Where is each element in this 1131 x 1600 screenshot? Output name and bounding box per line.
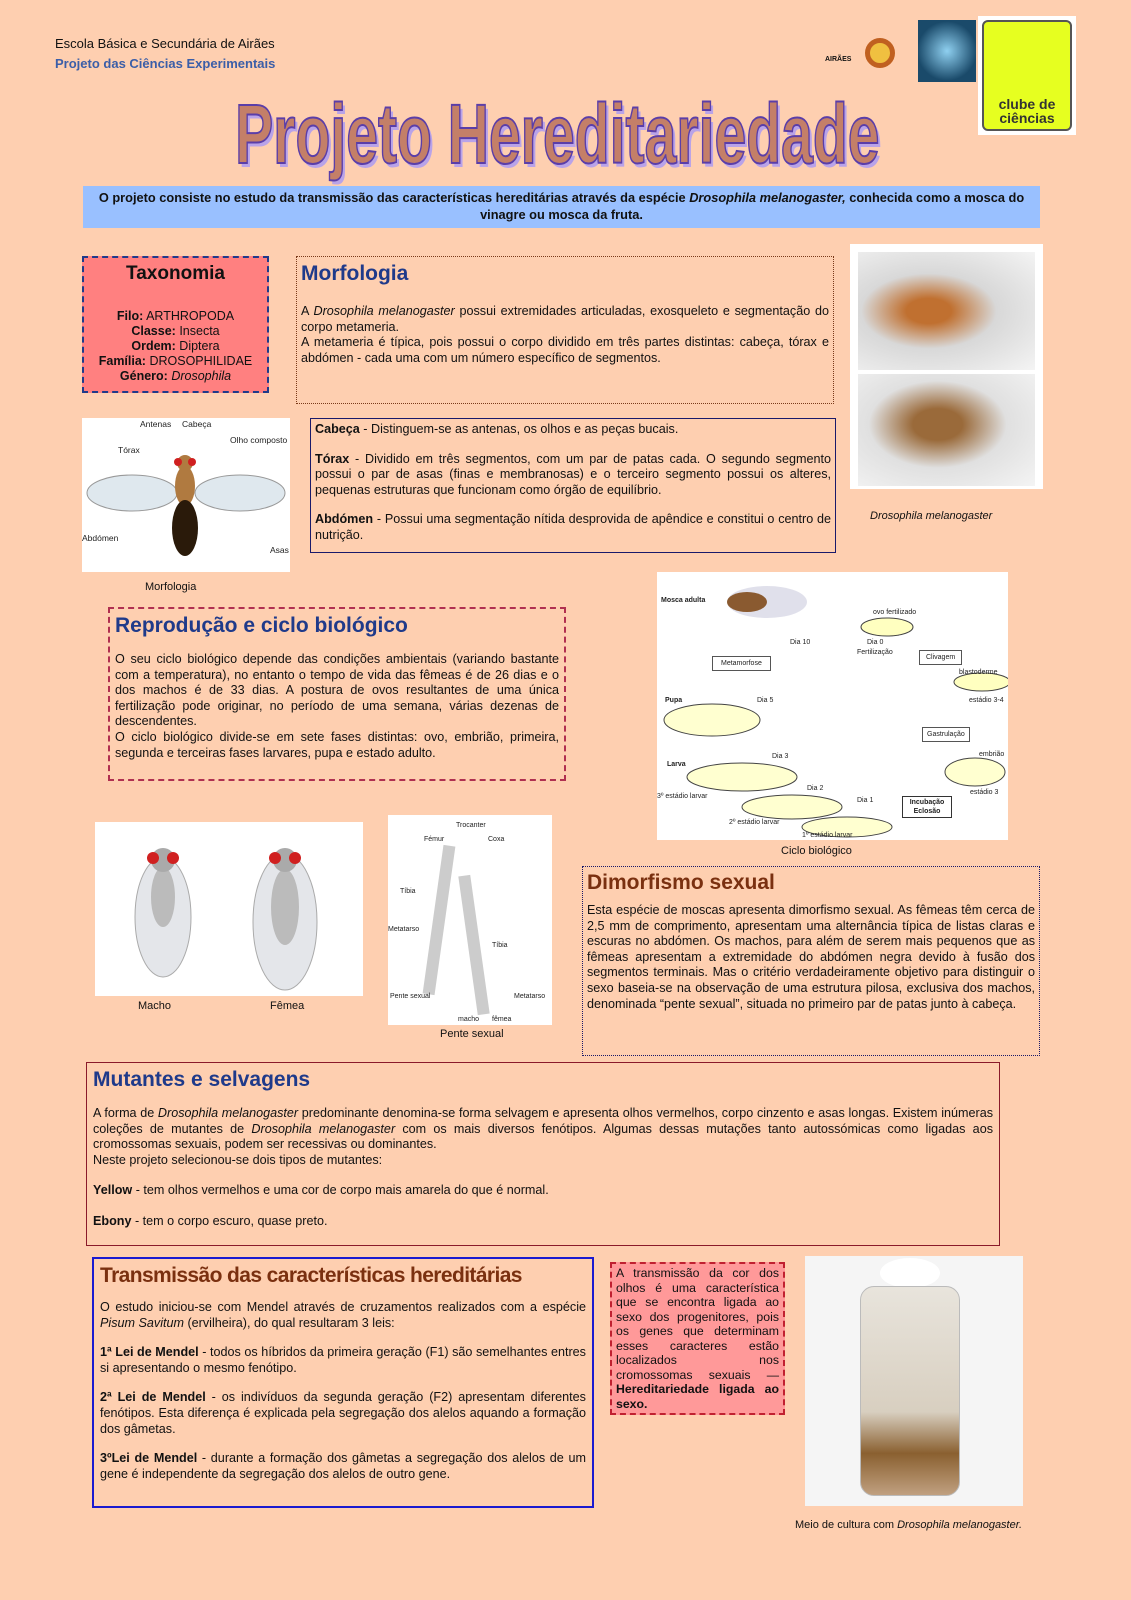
male-female-image: [95, 822, 363, 996]
fly-photo-side: [850, 244, 1043, 489]
school-name: Escola Básica e Secundária de Airães: [55, 36, 275, 51]
dimorfismo-title: Dimorfismo sexual: [587, 871, 775, 894]
body-parts-box: Cabeça - Distinguem-se as antenas, os olhos e as peças bucais. Tórax - Dividido em três segmentos, com um par de patas cada. O segundo segmento possui o par de asas (finas e membranosas) e o terceiro segmento possui os alteres, pequenas estruturas que funcionam como órgão de equilíbrio. Abdómen - Possui uma segmentação nítida desprovida de apêndice e constitui o centro de nutrição.: [310, 418, 836, 553]
logo-airaes: AIRÃES: [825, 30, 905, 80]
morphology-diagram: Antenas Cabeça Tórax Olho composto Abdómen Asas: [82, 418, 290, 572]
male-caption: Macho: [138, 1000, 172, 1012]
mutantes-title: Mutantes e selvagens: [93, 1068, 311, 1091]
project-subtitle: Projeto das Ciências Experimentais: [55, 56, 276, 71]
dimorfismo-box: Dimorfismo sexual Esta espécie de moscas apresenta dimorfismo sexual. As fêmeas têm cerca de 2,5 mm de comprimento, apresentam uma alternância típica de listas claras e escuras no abdómen. Os machos, para além de serem mais pequenos que as fêmeas apresentam a extremidade do abdómen negra devido à fusão dos segmentos terminais. Mas o critério verdadeiramente objetivo para distinguir o sexo baseia-se na observação de uma estrutura pilosa, exclusiva dos machos, denominada “pente sexual”, situada no primeiro par de patas junto à cabeça.: [582, 866, 1040, 1056]
transmissao-title: Transmissão das características hereditárias: [100, 1264, 522, 1287]
mutantes-box: Mutantes e selvagens A forma de Drosophila melanogaster predominante denomina-se forma selvagem e apresenta olhos vermelhos, corpo cinzento e asas longas. Existem inúmeras coleções de mutantes de Drosophila melanogaster com os mais diversos fenótipos. Algumas dessas mutações tanto autossómicas como ligadas aos cromossomas sexuais, podem ser recessivas ou dominantes. Neste projeto selecionou-se dois tipos de mutantes: Yellow - tem olhos vermelhos e uma cor de corpo mais amarela do que é normal. Ebony - tem o corpo escuro, quase preto.: [86, 1062, 1000, 1246]
culture-jar-photo: [805, 1256, 1023, 1506]
life-cycle-shapes-icon: [657, 572, 1008, 840]
taxonomy-title: Taxonomia: [126, 263, 225, 284]
sex-comb-caption: Pente sexual: [440, 1028, 504, 1040]
intro-banner: O projeto consiste no estudo da transmissão das características hereditárias através da espécie Drosophila melanogaster, conhecida como a mosca do vinagre ou mosca da fruta.: [83, 186, 1040, 228]
taxonomy-box: Taxonomia Filo: ARTHROPODA Classe: Insecta Ordem: Diptera Família: DROSOPHILIDAE Género: Drosophila: [82, 256, 269, 393]
reproducao-box: Reprodução e ciclo biológico O seu ciclo biológico depende das condições ambientais (variando bastante com a temperatura), no entanto o tempo de vida das fêmeas é de 26 dias e o dos machos é de 33 dias. A postura de ovos resultantes de uma única fertilização pode originar, no período de uma semana, várias dezenas de descendentes. O ciclo biológico divide-se em sete fases distintas: ovo, embrião, primeira, segunda e terceiras fases larvares, pupa e estado adulto.: [108, 607, 566, 781]
morfologia-title: Morfologia: [301, 262, 409, 285]
photo-caption: Drosophila melanogaster: [870, 510, 993, 522]
male-female-flies-icon: [95, 822, 363, 996]
sex-comb-image: Trocanter Fémur Coxa Tíbia Metatarso Tíbia Pente sexual Metatarso macho fêmea: [388, 815, 552, 1025]
morphology-caption: Morfologia: [145, 581, 197, 593]
sex-linked-box: A transmissão da cor dos olhos é uma característica que se encontra ligada ao sexo dos progenitores, pois os genes que determinam esses caracteres estão localizados nos cromossomas sexuais — Hereditariedade ligada ao sexo.: [610, 1262, 785, 1415]
page-title: Projeto Hereditariedade: [235, 87, 880, 181]
logo-clube-ciencias: clube de ciências: [978, 16, 1076, 135]
jar-caption: Meio de cultura com Drosophila melanogaster.: [795, 1519, 1023, 1531]
life-cycle-caption: Ciclo biológico: [781, 845, 852, 857]
reproducao-title: Reprodução e ciclo biológico: [115, 614, 408, 637]
life-cycle-diagram: Mosca adulta ovo fertilizado Dia 0 Fertilização Dia 10 Metamorfose Clivagem blastoderme estádio 3-4 Pupa Dia 5 Gastrulação embrião Larva Dia 3 estádio 3 3º estádio larvar Dia 2 Dia 1 Incubação Eclosão 2º estádio larvar 1º estádio larvar: [657, 572, 1008, 840]
morfologia-box: Morfologia A Drosophila melanogaster possui extremidades articuladas, exosqueleto e segmentação do corpo metameria. A metameria é típica, pois possui o corpo dividido em três partes distintas: cabeça, tórax e abdómen - cada uma com um número específico de segmentos.: [296, 256, 834, 404]
logo-atom: [918, 20, 976, 82]
female-caption: Fêmea: [270, 1000, 305, 1012]
transmissao-box: Transmissão das características hereditárias O estudo iniciou-se com Mendel através de cruzamentos realizados com a espécie Pisum Savitum (ervilheira), do qual resultaram 3 leis: 1ª Lei de Mendel - todos os híbridos da primeira geração (F1) são semelhantes entres si apresentando o mesmo fenótipo. 2ª Lei de Mendel - os indivíduos da segunda geração (F2) apresentam diferentes fenótipos. Esta diferença é explicada pela segregação dos alelos aquando a formação dos gâmetas. 3ºLei de Mendel - durante a formação dos gâmetas a segregação dos alelos de um gene é independente da segregação dos alelos de outro gene.: [92, 1257, 594, 1508]
